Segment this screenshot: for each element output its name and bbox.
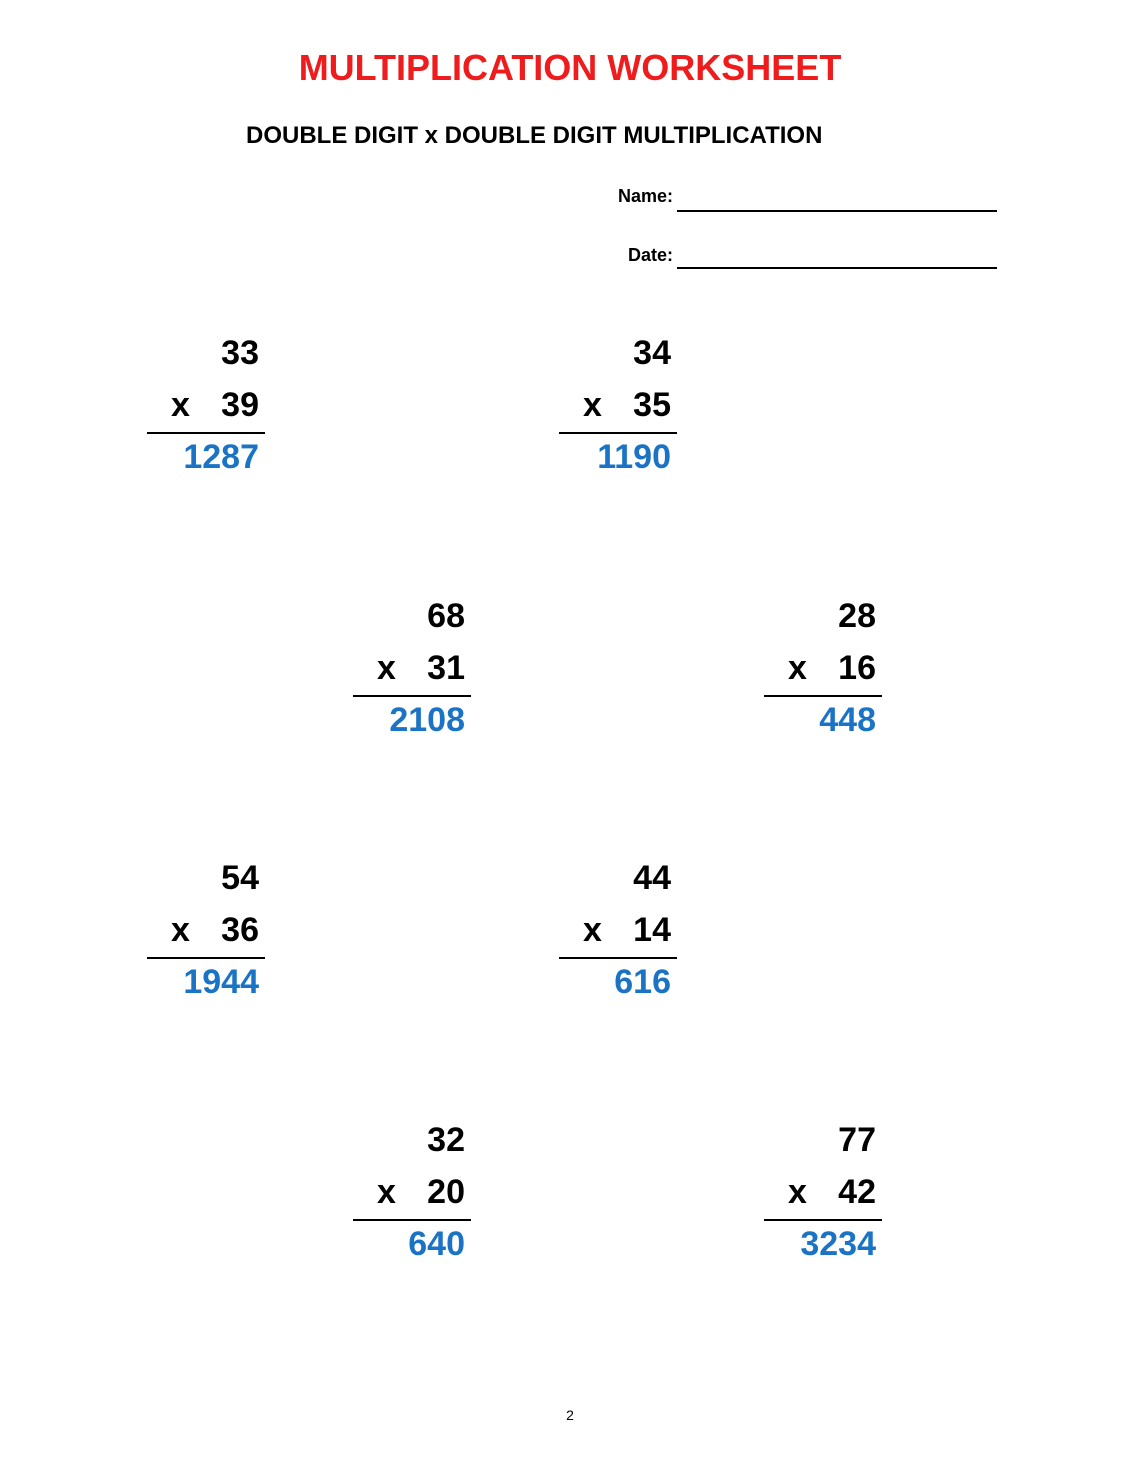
multiply-sign: x [788,1173,807,1211]
date-field-line[interactable] [677,267,997,269]
problem-card [559,333,677,483]
problem-card [147,333,265,483]
answer: 3234 [800,1225,876,1263]
operand-top: 68 [427,597,465,635]
worksheet-title: MULTIPLICATION WORKSHEET [298,47,842,88]
operand-bottom: 35 [633,386,671,424]
answer: 616 [614,963,671,1001]
operand-bottom: 36 [221,911,259,949]
multiply-sign: x [377,649,396,687]
operand-top: 77 [838,1121,876,1159]
problem-card [353,1120,471,1270]
answer: 2108 [389,701,465,739]
operand-bottom: 42 [838,1173,876,1211]
problem-card [764,1120,882,1270]
operand-top: 34 [633,334,671,372]
answer: 1944 [183,963,259,1001]
worksheet-subtitle: DOUBLE DIGIT x DOUBLE DIGIT MULTIPLICATION [246,122,823,149]
answer-rule [353,695,471,697]
multiply-sign: x [788,649,807,687]
multiply-sign: x [171,386,190,424]
multiply-sign: x [583,911,602,949]
answer-rule [559,957,677,959]
answer-rule [559,432,677,434]
problem-card [147,858,265,1008]
operand-top: 33 [221,334,259,372]
answer: 448 [819,701,876,739]
operand-bottom: 39 [221,386,259,424]
answer-rule [147,957,265,959]
multiply-sign: x [377,1173,396,1211]
answer-rule [764,1219,882,1221]
answer: 640 [408,1225,465,1263]
operand-top: 54 [221,859,259,897]
operand-bottom: 31 [427,649,465,687]
answer-rule [353,1219,471,1221]
operand-bottom: 20 [427,1173,465,1211]
name-label: Name: [617,186,673,206]
answer-rule [764,695,882,697]
multiply-sign: x [583,386,602,424]
operand-top: 32 [427,1121,465,1159]
multiply-sign: x [171,911,190,949]
answer: 1287 [183,438,259,476]
name-field-line[interactable] [677,210,997,212]
operand-top: 44 [633,859,671,897]
answer-rule [147,432,265,434]
page-number: 2 [566,1407,574,1423]
problem-card [764,596,882,746]
operand-bottom: 14 [633,911,671,949]
answer: 1190 [597,438,671,476]
operand-top: 28 [838,597,876,635]
problem-card [559,858,677,1008]
problem-card [353,596,471,746]
date-label: Date: [627,245,673,265]
operand-bottom: 16 [838,649,876,687]
